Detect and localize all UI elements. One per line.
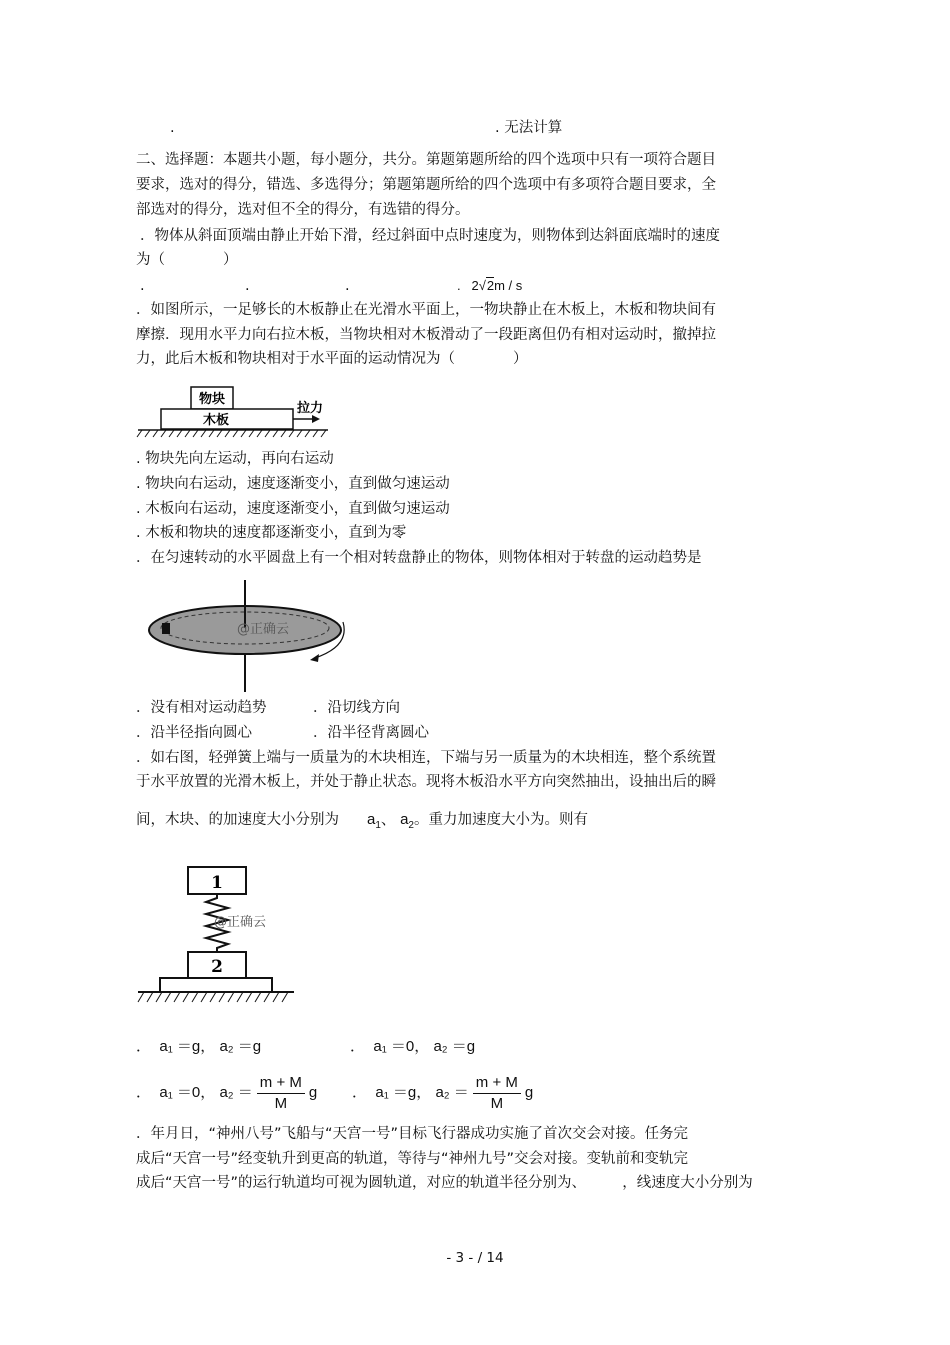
q4-option-a bbox=[136, 1037, 261, 1057]
q4-option-c bbox=[136, 1072, 317, 1114]
q4-a1: $a_1$、 $a_2$ bbox=[367, 811, 414, 831]
q3-option-a: ．没有相对运动趋势 bbox=[136, 700, 267, 716]
q4-a1-symbol: a bbox=[367, 811, 376, 828]
q4-line-1: ．如右图，轻弹簧上端与一质量为的木块相连，下端与另一质量为的木块相连，整个系统置 bbox=[136, 750, 716, 766]
q1-opt-d-dot: . bbox=[457, 278, 461, 293]
q5-line-3: 成后“天宫一号”的运行轨道均可视为圆轨道，对应的轨道半径分别为、 ，线速度大小分别为 bbox=[136, 1175, 753, 1191]
q4-option-b-dot: ． bbox=[350, 1038, 366, 1055]
q2-line-1: ．如图所示，一足够长的木板静止在光滑水平面上，一物块静止在木板上，木板和物块间有 bbox=[136, 302, 716, 318]
frac-numerator: m + M bbox=[473, 1073, 521, 1094]
q5-line-1: ．年月日，“神州八号”飞船与“天宫一号”目标飞行器成功实施了首次交会对接。任务完 bbox=[136, 1126, 689, 1142]
section-line-3: 部选对的得分，选对但不全的得分，有选错的得分。 bbox=[136, 202, 470, 218]
force-arrowhead bbox=[312, 415, 320, 423]
q4-option-c-g: g bbox=[308, 1084, 318, 1101]
q2-option-b: . 物块向右运动，速度逐渐变小，直到做匀速运动 bbox=[136, 476, 450, 492]
q1-opt-d-prefix: 2 bbox=[471, 278, 479, 293]
q1-line-1: ．物体从斜面顶端由静止开始下滑，经过斜面中点时速度为，则物体到达斜面底端时的速度 bbox=[140, 228, 720, 244]
q4-option-c-dot: ． bbox=[136, 1084, 152, 1101]
q4-line-3-tail: 。重力加速度大小为。则有 bbox=[413, 812, 588, 828]
q4-option-c-text: a₁ ＝0， a₂ ＝ bbox=[159, 1084, 253, 1101]
q4-option-d bbox=[352, 1072, 533, 1114]
q1-line-2: 为（ ） bbox=[136, 252, 238, 268]
q4-line-2: 于水平放置的光滑木板上，并处于静止状态。现将木板沿水平方向突然抽出，设抽出后的瞬 bbox=[136, 774, 716, 790]
q3-option-c: ．沿半径指向圆心 bbox=[136, 725, 252, 741]
watermark-2: @正确云 bbox=[214, 915, 267, 930]
q1-opt-c-dot: . bbox=[345, 278, 350, 294]
q2-option-d: . 木板和物块的速度都逐渐变小，直到为零 bbox=[136, 525, 407, 541]
q1-opt-a-dot: . bbox=[140, 278, 145, 294]
top-option-b bbox=[495, 118, 562, 138]
q2-line-2: 摩擦．现用水平力向右拉木板，当物块相对木板滑动了一段距离但仍有相对运动时，撤掉拉 bbox=[136, 327, 716, 343]
q4-a2-symbol: 、 a bbox=[380, 811, 409, 828]
ground-hatch-2 bbox=[138, 992, 288, 1002]
q4-line-3 bbox=[136, 810, 588, 836]
q4-option-d-fraction bbox=[473, 1073, 521, 1114]
q4-option-d-text: a₁ ＝g， a₂ ＝ bbox=[375, 1084, 469, 1101]
q3-option-d: ．沿半径背离圆心 bbox=[313, 725, 429, 741]
q1-opt-d-root: 2 bbox=[486, 278, 495, 293]
q4-option-a-text: a₁ ＝g， a₂ ＝g bbox=[159, 1038, 262, 1055]
q1-opt-d-unit: m / s bbox=[494, 278, 523, 293]
q1-opt-b-dot: . bbox=[245, 278, 250, 294]
q4-option-d-g: g bbox=[524, 1084, 534, 1101]
q4-option-b-text: a₁ ＝0， a₂ ＝g bbox=[373, 1038, 476, 1055]
object-block bbox=[162, 623, 170, 634]
section-line-2: 要求，选对的得分，错选、多选得分；第题第题所给的四个选项中有多项符合题目要求，全 bbox=[136, 177, 716, 193]
q4-option-b bbox=[350, 1037, 475, 1057]
q5-line-2: 成后“天宫一号”经变轨升到更高的轨道，等待与“神州九号”交会对接。变轨前和变轨完 bbox=[136, 1151, 689, 1167]
section-line-1: 二、选择题：本题共小题，每小题分，共分。第题第题所给的四个选项中只有一项符合题目 bbox=[136, 152, 716, 168]
q2-option-c: . 木板向右运动，速度逐渐变小，直到做匀速运动 bbox=[136, 501, 450, 517]
page-number: - 3 - / 14 bbox=[446, 1250, 504, 1266]
q2-line-3: 力，此后木板和物块相对于水平面的运动情况为（ ） bbox=[136, 351, 528, 367]
q4-option-d-dot: ． bbox=[352, 1084, 368, 1101]
q3-option-b: ．沿切线方向 bbox=[313, 700, 400, 716]
smooth-board bbox=[160, 978, 272, 992]
rotation-arrowhead bbox=[310, 654, 319, 662]
q2-option-a: . 物块先向左运动，再向右运动 bbox=[136, 451, 334, 467]
force-label: 拉力 bbox=[297, 401, 324, 416]
frac-denominator: M bbox=[274, 1094, 288, 1112]
spring-blocks-figure bbox=[136, 862, 298, 1010]
block-2-label: 2 bbox=[211, 957, 223, 977]
turntable-figure bbox=[145, 578, 360, 694]
top-option-b-text: 无法计算 bbox=[504, 120, 563, 136]
q4-option-a-dot: ． bbox=[136, 1038, 152, 1055]
block-1-label: 1 bbox=[211, 873, 223, 893]
frac-numerator: m + M bbox=[257, 1073, 305, 1094]
q3-line-1: ．在匀速转动的水平圆盘上有一个相对转盘静止的物体，则物体相对于转盘的运动趋势是 bbox=[136, 550, 702, 566]
frac-denominator: M bbox=[490, 1094, 504, 1112]
board-label: 木板 bbox=[202, 413, 230, 428]
q1-opt-d: . 2√2m / s bbox=[457, 278, 523, 293]
q4-option-c-fraction bbox=[257, 1073, 305, 1114]
board-block-figure bbox=[136, 382, 336, 440]
top-option-dot-a: . bbox=[170, 120, 175, 136]
ground-hatch bbox=[137, 430, 326, 437]
block-label: 物块 bbox=[198, 392, 226, 407]
q4-line-3-text: 间，木块、的加速度大小分别为 bbox=[136, 812, 339, 828]
top-option-dot-b: . bbox=[495, 120, 500, 136]
watermark-1: @正确云 bbox=[237, 622, 290, 637]
